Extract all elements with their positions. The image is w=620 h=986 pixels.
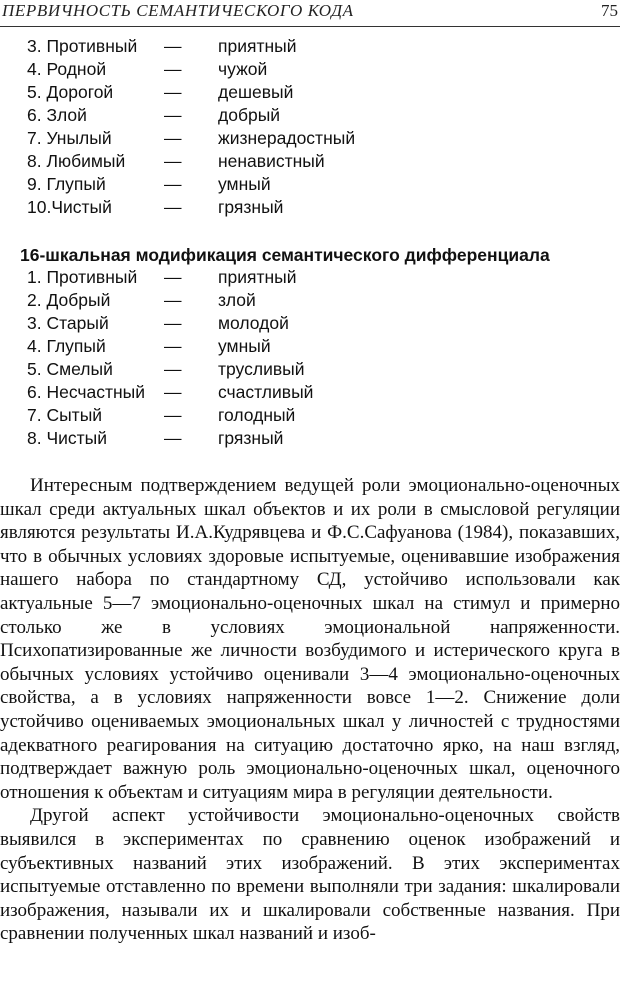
scale-row [0,104,620,127]
scale-pole-left: 3. Противный [27,36,138,56]
scale-pole-right: трусливый [218,359,305,379]
scale-pole-left: 9. Глупый [27,174,106,194]
scale-pole-left: 8. Любимый [27,151,126,171]
scale-row [0,81,620,104]
scale-row [0,289,620,312]
scale-dash: — [164,336,182,356]
scale-row [0,58,620,81]
scale-list-continued [0,35,620,219]
scale-pole-right: жизнерадостный [218,128,356,148]
scale-dash: — [164,151,182,171]
scale-dash: — [164,382,182,402]
scale-pole-right: дешевый [218,82,294,102]
scale-dash: — [164,428,182,448]
scale-pole-right: молодой [218,313,289,333]
scale-pole-right: счастливый [218,382,314,402]
scale-row [0,173,620,196]
section-heading: 16-шкальная модификация семантического дифференциала [20,245,550,265]
scale-dash: — [164,313,182,333]
scale-pole-left: 4. Родной [27,59,107,79]
scale-dash: — [164,197,182,217]
page-number: 75 [601,1,618,20]
page-header [0,0,620,27]
scale-dash: — [164,105,182,125]
scale-dash: — [164,59,182,79]
scale-pole-right: умный [218,174,271,194]
scale-row [0,150,620,173]
scale-row [0,127,620,150]
scale-pole-right: приятный [218,36,297,56]
scale-dash: — [164,174,182,194]
scale-list-16 [0,266,620,450]
scale-dash: — [164,82,182,102]
scale-pole-left: 1. Противный [27,267,138,287]
scale-row [0,358,620,381]
scale-pole-right: чужой [218,59,268,79]
scale-pole-left: 6. Несчастный [27,382,146,402]
scale-row [0,335,620,358]
scale-pole-right: грязный [218,197,284,217]
running-head: ПЕРВИЧНОСТЬ СЕМАНТИЧЕСКОГО КОДА [2,1,354,20]
paragraph: Другой аспект устойчивости эмоционально-оценочных свойств выявился в экспериментах по сравнению оценок изображений и субъективных названий этих изображений. В этих экспериментах испытуемые отставленно по времени выполняли три задания: шкалировали изображения, называли их и шкалировали собственные названия. При сравнении полученных шкал названий и изоб- [0,805,620,945]
scale-pole-right: приятный [218,267,297,287]
scale-pole-left: 5. Дорогой [27,82,114,102]
scale-row [0,312,620,335]
scale-row [0,266,620,289]
scale-pole-right: добрый [218,105,281,125]
scale-pole-left: 7. Унылый [27,128,112,148]
scale-pole-left: 2. Добрый [27,290,111,310]
scale-row [0,404,620,427]
scale-pole-left: 3. Старый [27,313,109,333]
scale-row [0,427,620,450]
scale-dash: — [164,290,182,310]
scale-pole-left: 8. Чистый [27,428,108,448]
scale-pole-left: 4. Глупый [27,336,106,356]
scale-dash: — [164,405,182,425]
scale-pole-right: голодный [218,405,296,425]
scale-pole-left: 5. Смелый [27,359,113,379]
scale-dash: — [164,36,182,56]
scale-pole-left: 6. Злой [27,105,87,125]
scale-pole-left: 7. Сытый [27,405,103,425]
scale-row [0,196,620,219]
scale-row [0,381,620,404]
scale-pole-right: умный [218,336,271,356]
body-text [0,474,620,946]
scale-pole-left: 10.Чистый [27,197,112,217]
paragraph: Интересным подтверждением ведущей роли эмоционально-оценочных шкал среди актуальных шкал объектов и их роли в смысловой регуляции являются результаты И.А.Кудрявцева и Ф.С.Сафуанова (1984), показавших, что в обычных условиях здоровые испытуемые, оценивавшие изображения нашего набора по стандартному СД, устойчиво использовали как актуальные 5—7 эмоционально-оценочных шкал на стимул и примерно столько же в условиях эмоциональной напряженности. Психопатизированные же личности возбудимого и истерического круга в обычных условиях устойчиво оценивали 3—4 эмоционально-оценочных свойства, а в условиях напряженности вовсе 1—2. Снижение доли устойчиво оцениваемых эмоциональных шкал у личностей с трудностями адекватного реагирования на ситуацию достаточно ярко, на наш взгляд, подтверждает важную роль эмоционально-оценочных шкал, оценочного отношения к объектам и ситуациям мира в регуляции деятельности. [0,475,620,803]
scale-dash: — [164,128,182,148]
scale-pole-right: грязный [218,428,284,448]
scale-dash: — [164,359,182,379]
scale-dash: — [164,267,182,287]
scale-row [0,35,620,58]
scale-pole-right: ненавистный [218,151,325,171]
scale-pole-right: злой [218,290,256,310]
